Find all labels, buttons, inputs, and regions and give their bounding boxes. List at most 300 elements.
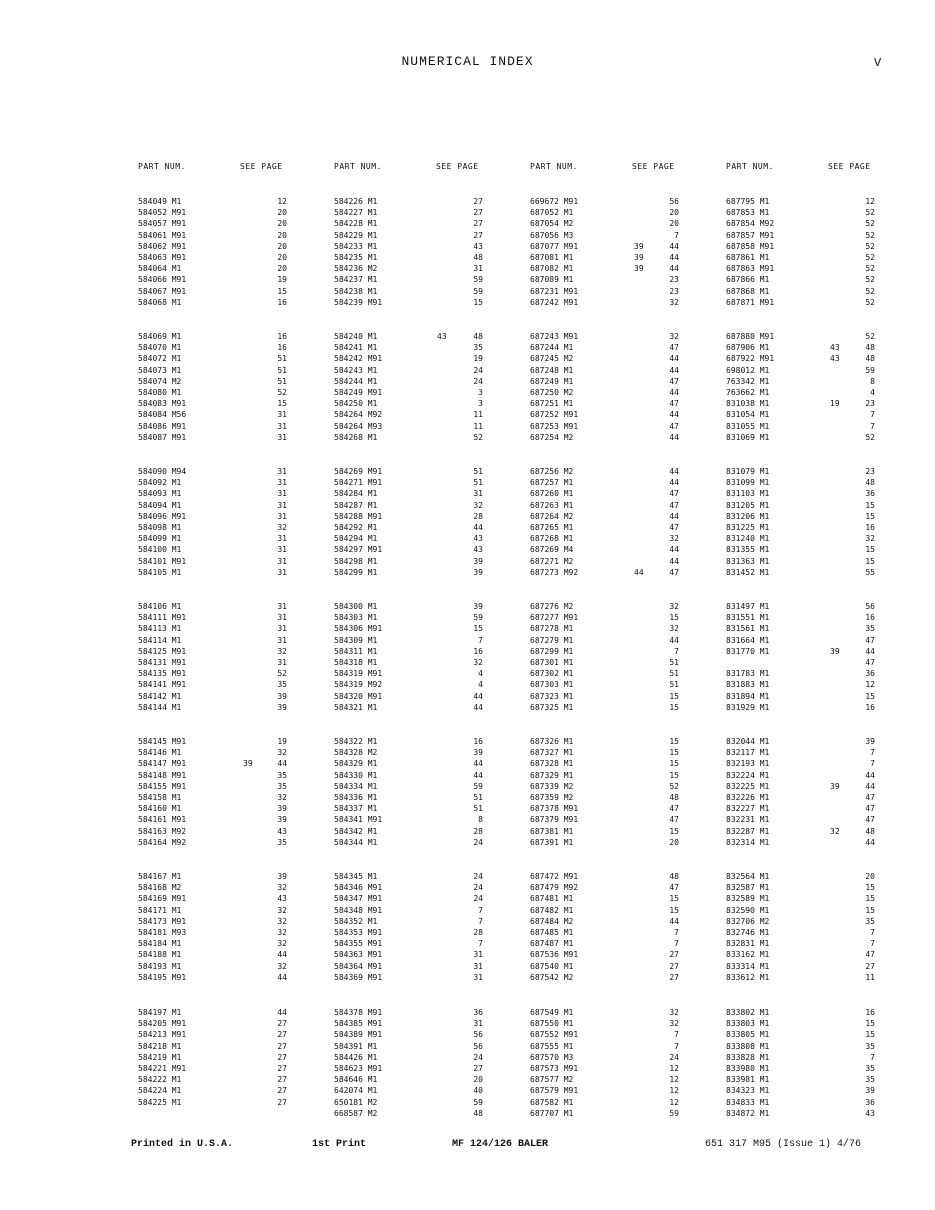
see-page: 51 (473, 467, 483, 476)
part-number: 584083 M91 (138, 399, 187, 409)
see-page: 56 (473, 1030, 483, 1040)
see-page: 31 (277, 500, 287, 510)
see-page: 28 (473, 511, 483, 521)
part-number: 584347 M91 (334, 894, 383, 904)
page-number: V (874, 56, 882, 70)
see-page: 12 (669, 1075, 679, 1085)
part-number: 687271 M2 (530, 556, 574, 566)
see-page: 51 (277, 376, 287, 386)
see-page: 7 (674, 230, 679, 240)
part-number: 687245 M2 (530, 354, 574, 364)
part-number: 687579 M91 (530, 1086, 579, 1096)
see-page: 3 (478, 388, 483, 397)
part-number: 687858 M91 (726, 241, 775, 251)
see-page: 48 (865, 478, 875, 488)
see-page: 52 (865, 208, 875, 218)
part-number: 584063 M91 (138, 253, 187, 262)
see-page: 15 (473, 297, 483, 307)
part-number: 584181 M93 (138, 928, 187, 937)
see-page: 27 (473, 1064, 483, 1073)
part-number: 833803 M1 (726, 1019, 770, 1029)
see-page: 3 (478, 399, 483, 409)
see-page: 51 (669, 680, 679, 690)
see-page: 52 (865, 286, 875, 296)
see-page: 35 (865, 1041, 875, 1051)
part-number: 831561 M1 (726, 624, 770, 634)
see-page: 51 (669, 658, 679, 667)
see-page: 11 (865, 972, 875, 982)
part-number: 584173 M91 (138, 916, 187, 926)
see-page: 39 (865, 737, 875, 746)
part-number: 584205 M91 (138, 1019, 187, 1029)
part-number: 584250 M1 (334, 399, 378, 409)
part-number: 584073 M1 (138, 365, 182, 375)
see-page: 31 (277, 421, 287, 431)
see-also-page: 43 (437, 332, 447, 341)
see-page: 35 (277, 837, 287, 847)
part-number: 584264 M92 (334, 410, 383, 420)
see-page: 16 (865, 613, 875, 623)
see-page: 39 (865, 1086, 875, 1096)
part-number: 584125 M91 (138, 646, 187, 656)
see-page: 44 (669, 432, 679, 442)
see-page: 44 (669, 556, 679, 566)
part-number: 584363 M91 (334, 950, 383, 960)
see-page: 32 (669, 332, 679, 341)
part-number: 832831 M1 (726, 939, 770, 949)
see-also-page: 39 (634, 253, 644, 262)
see-page: 31 (473, 961, 483, 971)
part-number: 584345 M1 (334, 872, 378, 881)
part-number: 832314 M1 (726, 837, 770, 847)
part-number: 687573 M91 (530, 1064, 579, 1073)
part-number: 687359 M2 (530, 793, 574, 802)
part-number: 584072 M1 (138, 354, 182, 364)
see-page: 52 (865, 253, 875, 262)
see-page: 44 (669, 511, 679, 521)
part-number: 831664 M1 (726, 635, 770, 645)
see-page: 31 (277, 567, 287, 577)
column-header-part: PART NUM. (334, 162, 382, 171)
part-number: 831038 M1 (726, 399, 770, 409)
see-page: 27 (473, 208, 483, 218)
see-page: 23 (669, 275, 679, 285)
part-number: 584284 M1 (334, 489, 378, 499)
see-page: 48 (865, 826, 875, 836)
part-number: 687303 M1 (530, 680, 574, 690)
see-page: 24 (473, 883, 483, 893)
see-page: 23 (669, 286, 679, 296)
part-number: 584329 M1 (334, 759, 378, 769)
part-number: 687323 M1 (530, 691, 574, 701)
see-page: 15 (669, 770, 679, 780)
see-page: 31 (277, 534, 287, 544)
part-number: 832564 M1 (726, 872, 770, 881)
see-page: 47 (669, 883, 679, 893)
part-number: 832225 M1 (726, 781, 770, 791)
part-number: 687244 M1 (530, 343, 574, 353)
part-number: 687707 M1 (530, 1108, 574, 1118)
see-page: 39 (473, 567, 483, 577)
see-page: 31 (473, 950, 483, 960)
part-number: 584141 M91 (138, 680, 187, 690)
see-page: 24 (473, 1052, 483, 1062)
part-number: 687555 M1 (530, 1041, 574, 1051)
footer-print-run: 1st Print (312, 1139, 367, 1150)
see-page: 27 (277, 1030, 287, 1040)
see-page: 44 (865, 837, 875, 847)
part-number: 687253 M91 (530, 421, 579, 431)
see-page: 36 (865, 669, 875, 679)
see-page: 23 (865, 399, 875, 409)
see-page: 15 (669, 702, 679, 712)
part-number: 831099 M1 (726, 478, 770, 488)
part-number: 584158 M1 (138, 793, 182, 802)
see-page: 43 (473, 241, 483, 251)
see-page: 59 (473, 286, 483, 296)
part-number: 584369 M91 (334, 972, 383, 982)
see-page: 7 (478, 905, 483, 915)
see-page: 7 (870, 759, 875, 769)
part-number: 832193 M1 (726, 759, 770, 769)
see-page: 19 (473, 354, 483, 364)
see-page: 32 (669, 602, 679, 611)
see-page: 32 (473, 658, 483, 667)
part-number: 832587 M1 (726, 883, 770, 893)
see-page: 36 (865, 1097, 875, 1107)
see-page: 27 (277, 1075, 287, 1085)
part-number: 832746 M1 (726, 928, 770, 937)
part-number: 831054 M1 (726, 410, 770, 420)
column-header-part: PART NUM. (530, 162, 578, 171)
see-page: 31 (277, 545, 287, 555)
part-number: 687251 M1 (530, 399, 574, 409)
part-number: 584271 M91 (334, 478, 383, 488)
see-page: 35 (277, 770, 287, 780)
see-page: 39 (277, 815, 287, 825)
part-number: 584111 M91 (138, 613, 187, 623)
see-page: 52 (865, 275, 875, 285)
see-page: 51 (473, 793, 483, 802)
see-page: 59 (473, 613, 483, 623)
see-page: 27 (277, 1064, 287, 1073)
column-header-part: PART NUM. (726, 162, 774, 171)
see-page: 47 (669, 815, 679, 825)
part-number: 687378 M91 (530, 804, 579, 814)
part-number: 584144 M1 (138, 702, 182, 712)
part-number: 832589 M1 (726, 894, 770, 904)
see-page: 47 (865, 658, 875, 667)
part-number: 584646 M1 (334, 1075, 378, 1085)
see-also-page: 19 (830, 399, 840, 409)
part-number: 584249 M91 (334, 388, 383, 397)
part-number: 584195 M91 (138, 972, 187, 982)
see-page: 7 (478, 635, 483, 645)
part-number: 584087 M91 (138, 432, 187, 442)
footer-doc-number: 651 317 M95 (Issue 1) 4/76 (705, 1139, 862, 1150)
part-number: 584084 M56 (138, 410, 187, 420)
part-number: 831240 M1 (726, 534, 770, 544)
see-page: 52 (865, 241, 875, 251)
see-page: 44 (865, 770, 875, 780)
part-number: 687570 M3 (530, 1052, 574, 1062)
part-number: 584288 M91 (334, 511, 383, 521)
see-page: 31 (277, 410, 287, 420)
part-number: 687301 M1 (530, 658, 574, 667)
see-page: 39 (473, 602, 483, 611)
see-page: 43 (473, 534, 483, 544)
see-also-page: 32 (830, 826, 840, 836)
see-page: 24 (473, 872, 483, 881)
part-number: 687472 M91 (530, 872, 579, 881)
part-number: 584355 M91 (334, 939, 383, 949)
see-page: 27 (865, 961, 875, 971)
see-page: 32 (277, 748, 287, 758)
see-page: 31 (277, 467, 287, 476)
part-number: 687248 M1 (530, 365, 574, 375)
see-page: 47 (669, 343, 679, 353)
see-page: 44 (669, 916, 679, 926)
see-page: 59 (473, 781, 483, 791)
part-number: 687264 M2 (530, 511, 574, 521)
part-number: 687540 M1 (530, 961, 574, 971)
part-number: 831225 M1 (726, 523, 770, 532)
part-number: 584318 M1 (334, 658, 378, 667)
see-page: 27 (473, 219, 483, 229)
part-number: 584164 M92 (138, 837, 187, 847)
part-number: 687549 M1 (530, 1008, 574, 1017)
see-page: 28 (473, 928, 483, 937)
see-page: 39 (277, 804, 287, 814)
see-page: 44 (669, 635, 679, 645)
see-page: 4 (870, 388, 875, 397)
see-page: 15 (277, 399, 287, 409)
see-page: 7 (674, 1030, 679, 1040)
see-page: 27 (277, 1019, 287, 1029)
part-number: 833980 M1 (726, 1064, 770, 1073)
part-number: 584243 M1 (334, 365, 378, 375)
part-number: 687866 M1 (726, 275, 770, 285)
see-page: 20 (865, 872, 875, 881)
see-page: 32 (277, 961, 287, 971)
see-page: 44 (669, 388, 679, 397)
part-number: 584193 M1 (138, 961, 182, 971)
see-page: 48 (865, 343, 875, 353)
see-page: 19 (277, 737, 287, 746)
part-number: 687880 M91 (726, 332, 775, 341)
part-number: 584147 M91 (138, 759, 187, 769)
see-page: 52 (865, 297, 875, 307)
part-number: 584294 M1 (334, 534, 378, 544)
part-number: 584197 M1 (138, 1008, 182, 1017)
see-also-page: 43 (830, 343, 840, 353)
see-page: 39 (277, 691, 287, 701)
see-page: 44 (277, 1008, 287, 1017)
part-number: 584233 M1 (334, 241, 378, 251)
part-number: 584142 M1 (138, 691, 182, 701)
part-number: 584342 M1 (334, 826, 378, 836)
part-number: 584264 M93 (334, 421, 383, 431)
part-number: 584309 M1 (334, 635, 378, 645)
part-number: 584244 M1 (334, 376, 378, 386)
see-page: 7 (674, 646, 679, 656)
part-number: 584346 M91 (334, 883, 383, 893)
part-number: 584241 M1 (334, 343, 378, 353)
see-page: 27 (277, 1041, 287, 1051)
see-page: 15 (473, 624, 483, 634)
see-page: 48 (865, 354, 875, 364)
see-page: 44 (669, 467, 679, 476)
see-page: 20 (669, 208, 679, 218)
part-number: 584106 M1 (138, 602, 182, 611)
see-page: 20 (669, 219, 679, 229)
part-number: 687482 M1 (530, 905, 574, 915)
part-number: 584348 M91 (334, 905, 383, 915)
see-page: 48 (473, 1108, 483, 1118)
see-page: 15 (669, 759, 679, 769)
see-page: 36 (473, 1008, 483, 1017)
see-page: 16 (865, 523, 875, 532)
part-number: 687487 M1 (530, 939, 574, 949)
part-number: 687243 M91 (530, 332, 579, 341)
see-page: 44 (669, 478, 679, 488)
part-number: 831206 M1 (726, 511, 770, 521)
see-page: 52 (669, 781, 679, 791)
see-page: 20 (277, 230, 287, 240)
see-page: 44 (669, 264, 679, 274)
see-page: 32 (669, 534, 679, 544)
part-number: 831205 M1 (726, 500, 770, 510)
part-number: 584334 M1 (334, 781, 378, 791)
see-also-page: 39 (830, 781, 840, 791)
see-page: 35 (277, 781, 287, 791)
see-page: 52 (865, 332, 875, 341)
see-page: 31 (277, 624, 287, 634)
part-number: 687536 M91 (530, 950, 579, 960)
part-number: 687263 M1 (530, 500, 574, 510)
see-page: 16 (473, 737, 483, 746)
see-page: 31 (277, 602, 287, 611)
see-page: 47 (865, 635, 875, 645)
see-page: 52 (865, 219, 875, 229)
part-number: 687250 M2 (530, 388, 574, 397)
part-number: 584238 M1 (334, 286, 378, 296)
part-number: 584385 M91 (334, 1019, 383, 1029)
see-page: 27 (277, 1052, 287, 1062)
see-page: 7 (870, 421, 875, 431)
part-number: 584225 M1 (138, 1097, 182, 1107)
see-page: 31 (473, 264, 483, 274)
part-number: 584240 M1 (334, 332, 378, 341)
part-number: 831929 M1 (726, 702, 770, 712)
see-page: 59 (473, 1097, 483, 1107)
see-page: 52 (865, 432, 875, 442)
part-number: 687302 M1 (530, 669, 574, 679)
part-number: 584299 M1 (334, 567, 378, 577)
part-number: 834872 M1 (726, 1108, 770, 1118)
see-page: 44 (669, 241, 679, 251)
see-page: 15 (669, 691, 679, 701)
see-page: 47 (669, 399, 679, 409)
see-page: 47 (669, 523, 679, 532)
see-page: 31 (277, 658, 287, 667)
see-page: 44 (473, 770, 483, 780)
see-page: 39 (277, 872, 287, 881)
part-number: 584328 M2 (334, 748, 378, 758)
part-number: 584352 M1 (334, 916, 378, 926)
see-page: 56 (669, 197, 679, 206)
see-page: 59 (865, 365, 875, 375)
part-number: 687242 M91 (530, 297, 579, 307)
part-number: 584287 M1 (334, 500, 378, 510)
see-also-page: 43 (830, 354, 840, 364)
see-page: 44 (865, 781, 875, 791)
part-number: 584336 M1 (334, 793, 378, 802)
see-page: 20 (277, 241, 287, 251)
see-page: 23 (865, 467, 875, 476)
see-page: 7 (870, 939, 875, 949)
see-page: 15 (865, 905, 875, 915)
part-number: 584227 M1 (334, 208, 378, 218)
see-page: 15 (669, 894, 679, 904)
part-number: 687278 M1 (530, 624, 574, 634)
part-number: 833828 M1 (726, 1052, 770, 1062)
part-number: 687260 M1 (530, 489, 574, 499)
part-number: 584161 M91 (138, 815, 187, 825)
see-page: 15 (865, 691, 875, 701)
see-page: 35 (277, 680, 287, 690)
see-page: 51 (473, 804, 483, 814)
see-page: 47 (669, 500, 679, 510)
see-page: 20 (277, 253, 287, 262)
see-page: 31 (277, 489, 287, 499)
see-page: 7 (478, 939, 483, 949)
part-number: 584228 M1 (334, 219, 378, 229)
see-page: 11 (473, 421, 483, 431)
part-number: 584070 M1 (138, 343, 182, 353)
part-number: 687299 M1 (530, 646, 574, 656)
see-page: 32 (473, 500, 483, 510)
part-number: 687922 M91 (726, 354, 775, 364)
part-number: 584623 M91 (334, 1064, 383, 1073)
part-number: 584389 M91 (334, 1030, 383, 1040)
see-page: 15 (865, 894, 875, 904)
see-page: 48 (669, 872, 679, 881)
part-number: 687853 M1 (726, 208, 770, 218)
part-number: 687082 M1 (530, 264, 574, 274)
see-page: 36 (865, 489, 875, 499)
see-page: 11 (473, 410, 483, 420)
part-number: 831055 M1 (726, 421, 770, 431)
part-number: 687054 M2 (530, 219, 574, 229)
part-number: 584086 M91 (138, 421, 187, 431)
part-number: 687277 M91 (530, 613, 579, 623)
see-page: 24 (669, 1052, 679, 1062)
part-number: 833162 M1 (726, 950, 770, 960)
part-number: 687052 M1 (530, 208, 574, 218)
part-number: 687254 M2 (530, 432, 574, 442)
part-number: 584213 M91 (138, 1030, 187, 1040)
see-page: 44 (473, 759, 483, 769)
part-number: 832231 M1 (726, 815, 770, 825)
part-number: 584311 M1 (334, 646, 378, 656)
part-number: 832590 M1 (726, 905, 770, 915)
part-number: 584113 M1 (138, 624, 182, 634)
part-number: 584236 M2 (334, 264, 378, 274)
part-number: 687269 M4 (530, 545, 574, 555)
see-page: 20 (669, 837, 679, 847)
see-page: 28 (473, 826, 483, 836)
